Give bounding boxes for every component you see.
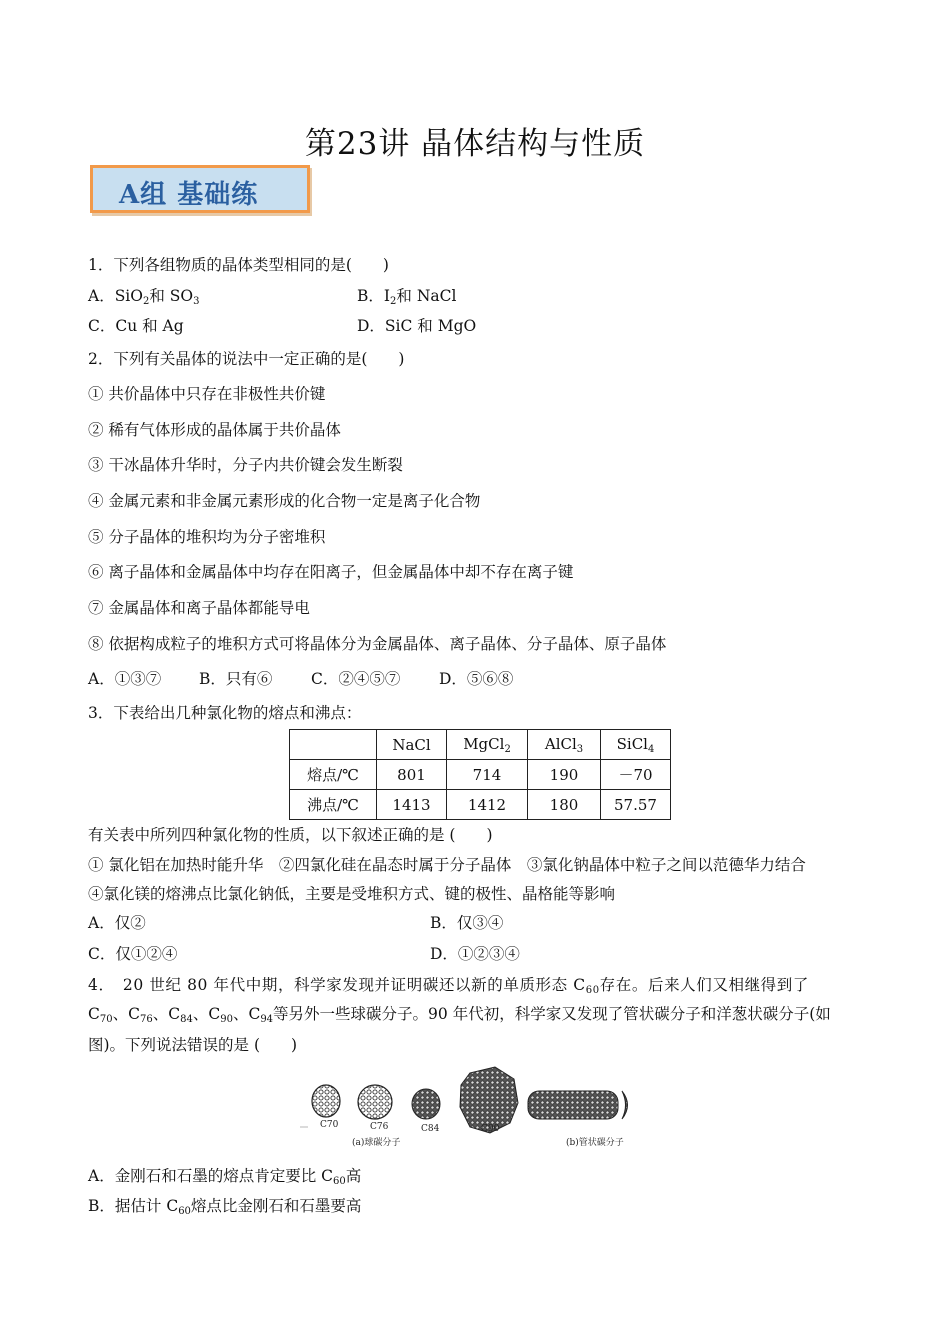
label-c70: C70 bbox=[320, 1120, 339, 1130]
q2-option-d: D．⑤⑥⑧ bbox=[439, 670, 514, 688]
table-cell: 1412 bbox=[447, 790, 528, 820]
page-title: 第23讲 晶体结构与性质 bbox=[304, 126, 646, 162]
q2-item-4: ④ 金属元素和非金属元素形成的化合物一定是离子化合物 bbox=[88, 492, 481, 510]
q3-option-a: A．仅② bbox=[88, 914, 146, 932]
q3-statements-2: ④氯化镁的熔沸点比氯化钠低，主要是受堆积方式、键的极性、晶格能等影响 bbox=[88, 885, 616, 903]
chloride-table bbox=[289, 729, 671, 820]
q4-stem-line1: 4． 20 世纪 80 年代中期，科学家发现并证明碳还以新的单质形态 $C_{60}$存在。后来人们又相继得到了 bbox=[88, 976, 809, 996]
table-cell: 190 bbox=[528, 760, 601, 790]
q1-option-a: A．SiO$_2$和 $SO_3$ bbox=[88, 287, 200, 307]
q2-item-5: ⑤ 分子晶体的堆积均为分子密堆积 bbox=[88, 528, 326, 546]
label-c84: C84 bbox=[421, 1124, 440, 1134]
c84-molecule bbox=[412, 1089, 440, 1119]
table-header-cell: NaCl bbox=[377, 730, 447, 760]
table-header-cell: AlCl$_3$ bbox=[528, 730, 601, 760]
q4-option-a: A．金刚石和石墨的熔点肯定要比 $C_{60}$高 bbox=[88, 1167, 362, 1187]
table-row bbox=[290, 760, 671, 790]
q2-item-8: ⑧ 依据构成粒子的堆积方式可将晶体分为金属晶体、离子晶体、分子晶体、原子晶体 bbox=[88, 635, 667, 653]
table-cell: －70 bbox=[601, 760, 671, 790]
table-header-cell: SiCl$_4$ bbox=[601, 730, 671, 760]
q2-item-7: ⑦ 金属晶体和离子晶体都能导电 bbox=[88, 599, 310, 617]
q2-option-a: A．①③⑦ bbox=[88, 670, 162, 688]
q1-option-d: D．SiC 和 MgO bbox=[357, 317, 477, 335]
table-corner-cell bbox=[290, 730, 377, 760]
c70-molecule bbox=[312, 1085, 340, 1117]
c76-molecule bbox=[358, 1085, 392, 1119]
table-cell: 714 bbox=[447, 760, 528, 790]
q3-option-d: D．①②③④ bbox=[430, 945, 520, 963]
q2-stem: 2．下列有关晶体的说法中一定正确的是( ) bbox=[88, 350, 405, 368]
q2-item-2: ② 稀有气体形成的晶体属于共价晶体 bbox=[88, 421, 341, 439]
carbon-molecules-figure bbox=[300, 1065, 640, 1155]
label-c90: C90 bbox=[481, 1124, 500, 1134]
q2-item-6: ⑥ 离子晶体和金属晶体中均存在阳离子，但金属晶体中却不存在离子键 bbox=[88, 563, 574, 581]
table-cell: 57.57 bbox=[601, 790, 671, 820]
q4-option-b: B．据估计 $C_{60}$熔点比金刚石和石墨要高 bbox=[88, 1197, 362, 1217]
table-cell: 801 bbox=[377, 760, 447, 790]
q2-item-1: ① 共价晶体中只存在非极性共价键 bbox=[88, 385, 326, 403]
label-c76: C76 bbox=[370, 1122, 389, 1132]
q1-stem: 1．下列各组物质的晶体类型相同的是( ) bbox=[88, 256, 389, 274]
nanotube-molecule bbox=[528, 1091, 618, 1119]
q3-question: 有关表中所列四种氯化物的性质，以下叙述正确的是 ( ) bbox=[88, 826, 493, 844]
q2-option-c: C．②④⑤⑦ bbox=[311, 670, 401, 688]
table-cell: 1413 bbox=[377, 790, 447, 820]
q1-option-c: C．Cu 和 Ag bbox=[88, 317, 184, 335]
q3-stem: 3．下表给出几种氯化物的熔点和沸点： bbox=[88, 704, 362, 722]
section-banner bbox=[90, 165, 310, 213]
q4-stem-line2: $C_{70}$、$C_{76}$、$C_{84}$、$C_{90}$、$C_{94}$等另外一些球碳分子。90 年代初，科学家又发现了管状碳分子和洋葱状碳分子(如 bbox=[88, 1005, 831, 1025]
table-row-label: 沸点/℃ bbox=[290, 790, 377, 820]
q2-option-b: B．只有⑥ bbox=[199, 670, 273, 688]
q2-item-3: ③ 干冰晶体升华时，分子内共价键会发生断裂 bbox=[88, 456, 403, 474]
caption-a: (a)球碳分子 bbox=[352, 1138, 401, 1148]
caption-b: (b)管状碳分子 bbox=[566, 1138, 624, 1148]
table-header-cell: MgCl$_2$ bbox=[447, 730, 528, 760]
section-banner-label: A组 基础练 bbox=[119, 180, 259, 210]
table-header-row bbox=[290, 730, 671, 760]
table-row-label: 熔点/℃ bbox=[290, 760, 377, 790]
q1-option-b: B．$I_2$和 NaCl bbox=[357, 287, 457, 307]
table-row bbox=[290, 790, 671, 820]
q4-stem-line3: 图)。下列说法错误的是 ( ) bbox=[88, 1036, 298, 1054]
q3-statements-1: ① 氯化铝在加热时能升华 ②四氯化硅在晶态时属于分子晶体 ③氯化钠晶体中粒子之间以范德华力结合 bbox=[88, 856, 806, 874]
table-cell: 180 bbox=[528, 790, 601, 820]
nanotube-cap bbox=[622, 1091, 628, 1119]
q3-option-b: B．仅③④ bbox=[430, 914, 504, 932]
q3-option-c: C．仅①②④ bbox=[88, 945, 178, 963]
